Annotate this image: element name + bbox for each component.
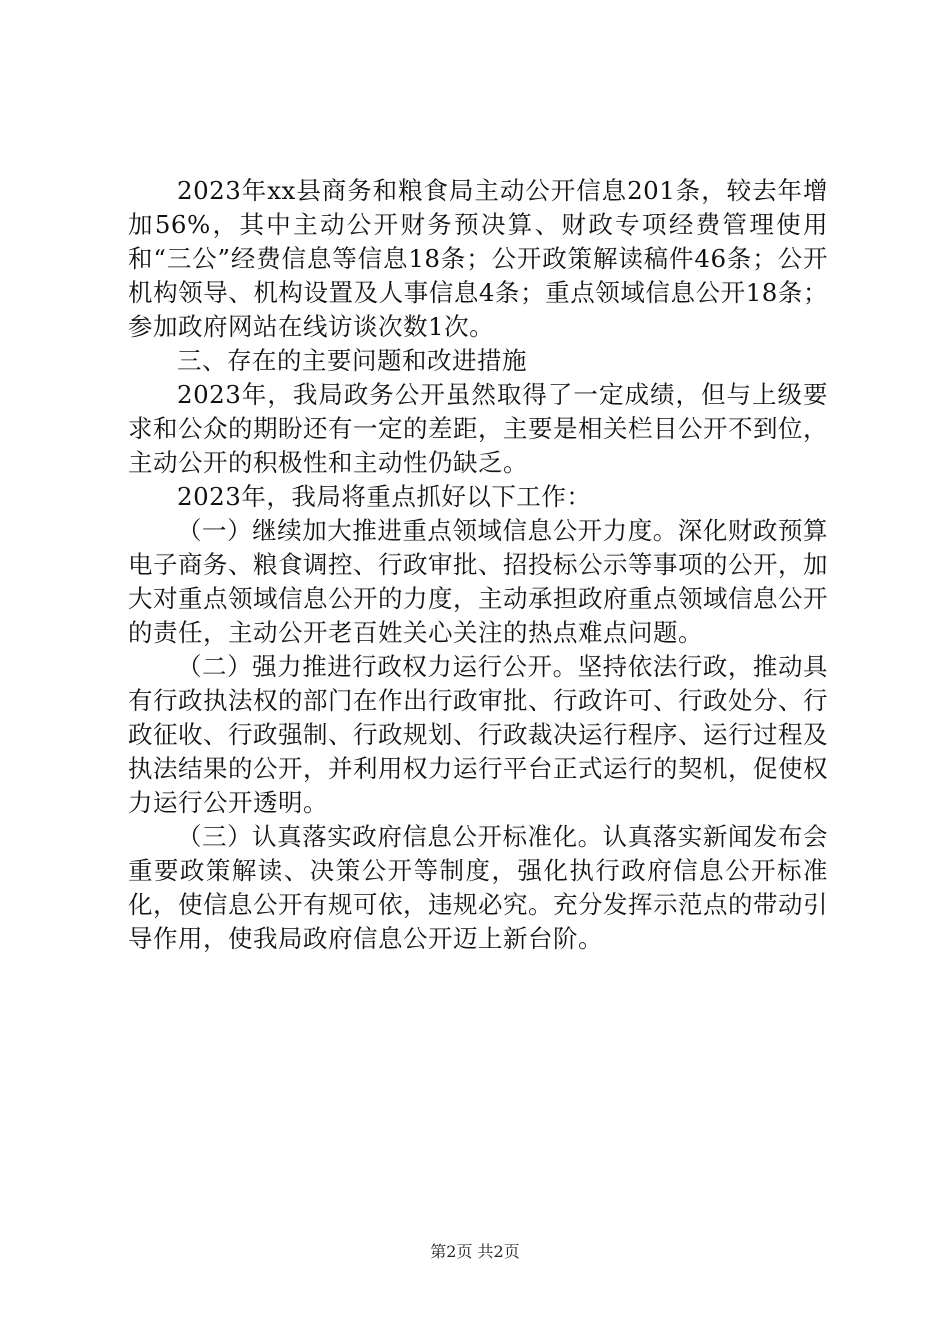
paragraph-info-statistics: 2023年xx县商务和粮食局主动公开信息201条，较去年增加56%，其中主动公开财务预决算、财政专项经费管理使用和“三公”经费信息等信息18条；公开政策解读稿件46条；公开机构领导、机构设置及人事信息4条；重点领域信息公开18条；参加政府网站在线访谈次数1次。 <box>128 176 828 341</box>
document-body <box>128 174 828 956</box>
paragraph-work-plan-intro: 2023年，我局将重点抓好以下工作： <box>177 482 592 511</box>
section-heading-problems: 三、存在的主要问题和改进措施 <box>177 346 527 375</box>
paragraph-measure-two: （二）强力推进行政权力运行公开。坚持依法行政，推动具有行政执法权的部门在作出行政审批、行政许可、行政处分、行政征收、行政强制、行政规划、行政裁决运行程序、运行过程及执法结果的公开，并利用权力运行平台正式运行的契机，促使权力运行公开透明。 <box>128 652 828 817</box>
page-number-footer: 第2页 共2页 <box>430 1242 520 1261</box>
paragraph-problems: 2023年，我局政务公开虽然取得了一定成绩，但与上级要求和公众的期盼还有一定的差距，主要是相关栏目公开不到位，主动公开的积极性和主动性仍缺乏。 <box>128 380 828 477</box>
paragraph-measure-three: （三）认真落实政府信息公开标准化。认真落实新闻发布会重要政策解读、决策公开等制度，强化执行政府信息公开标准化，使信息公开有规可依，违规必究。充分发挥示范点的带动引导作用，使我局政府信息公开迈上新台阶。 <box>128 822 828 953</box>
paragraph-measure-one: （一）继续加大推进重点领域信息公开力度。深化财政预算电子商务、粮食调控、行政审批、招投标公示等事项的公开，加大对重点领域信息公开的力度，主动承担政府重点领域信息公开的责任，主动公开老百姓关心关注的热点难点问题。 <box>128 516 828 647</box>
